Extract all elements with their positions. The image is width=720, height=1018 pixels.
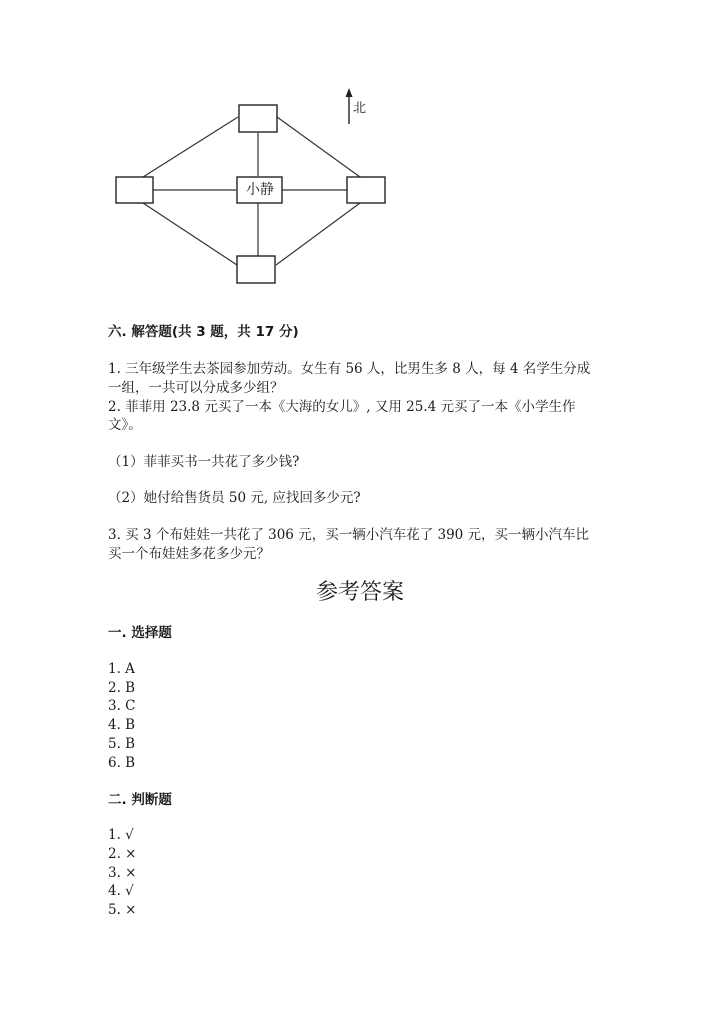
center-label: 小静 [246, 182, 274, 198]
q1-line2: 一组，一共可以分成多少组？ [108, 380, 284, 396]
judge-answer-4: 4. √ [108, 883, 134, 899]
edge-north-east [277, 117, 360, 177]
q2-line1: 2. 菲菲用 23.8 元买了一本《大海的女儿》, 又用 25.4 元买了一本《小学生作 [108, 399, 576, 415]
choice-answer-5: 5. B [108, 736, 136, 752]
choice-heading: 一. 选择题 [108, 625, 172, 641]
q2-line2: 文》。 [108, 417, 142, 433]
q3-line2: 买一个布娃娃多花多少元？ [108, 546, 270, 562]
judge-heading: 二. 判断题 [108, 792, 172, 808]
q2-sub1: （1）菲菲买书一共花了多少钱? [108, 454, 300, 470]
edge-south-east [276, 203, 360, 265]
direction-diagram-lines [0, 0, 720, 300]
box-east [347, 177, 385, 203]
judge-answer-5: 5. × [108, 902, 137, 918]
q1-line1: 1. 三年级学生去茶园参加劳动。女生有 56 人，比男生多 8 人，每 4 名学生分成 [108, 361, 591, 377]
choice-answer-1: 1. A [108, 661, 135, 677]
section6-heading: 六. 解答题(共 3 题，共 17 分) [108, 324, 299, 340]
judge-answer-1: 1. √ [108, 827, 134, 843]
choice-answer-4: 4. B [108, 717, 136, 733]
q3-line1: 3. 买 3 个布娃娃一共花了 306 元，买一辆小汽车花了 390 元，买一辆小汽车比 [108, 527, 590, 543]
judge-answer-3: 3. × [108, 865, 137, 881]
direction-diagram [0, 0, 720, 300]
edge-south-west [143, 203, 237, 265]
box-north [239, 105, 277, 132]
q2-sub2: （2）她付给售货员 50 元, 应找回多少元? [108, 490, 361, 506]
box-south [237, 256, 275, 283]
choice-answer-2: 2. B [108, 680, 136, 696]
box-west [116, 177, 153, 203]
north-arrow-icon [346, 88, 353, 97]
choice-answer-3: 3. C [108, 698, 136, 714]
answers-title: 参考答案 [315, 580, 404, 605]
choice-answer-6: 6. B [108, 755, 136, 771]
edge-north-west [143, 117, 238, 177]
north-label: 北 [353, 101, 367, 116]
judge-answer-2: 2. × [108, 846, 137, 862]
